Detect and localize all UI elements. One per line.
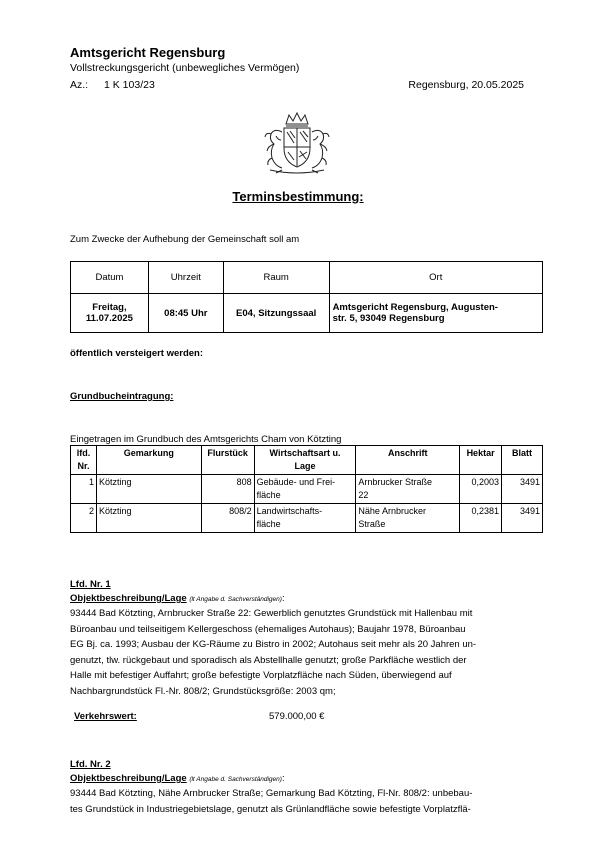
lot-1-description: 93444 Bad Kötzting, Arnbrucker Straße 22: Gewerblich genutztes Grundstück mit Hallenbau mit Büroanbau und teilseitigem Kellergeschoss (ehemaliges Autohaus); Baujahr 1978, Büroanbau EG Bj. ca. 1993; Ausbau der KG-Räume zu Bistro in 2002; Autohaus seit mehr als 20 Jahren un- genutzt, tlw. rückgebaut und sporadisch als Abstellhalle genutzt; große Parkfläche westlich der Halle mit befestiger Auffahrt; große befestigte Vorplatzfläche nach Süden, überwiegend auf Nachbargrundstück Fl.-Nr. 808/2; Grundstücksgröße: 2003 qm; bbox=[70, 608, 477, 697]
document-title: Terminsbestimmung: bbox=[232, 189, 364, 204]
appointment-table bbox=[70, 261, 543, 333]
lot-2-description-label: Objektbeschreibung/Lage (lt Angabe d. Sachverständigen): bbox=[70, 773, 285, 784]
land-register-title: Grundbucheintragung: bbox=[70, 391, 174, 402]
appointment-row bbox=[71, 294, 543, 333]
header-uhrzeit: Uhrzeit bbox=[148, 262, 223, 294]
lot-1-market-value-label: Verkehrswert: bbox=[74, 711, 137, 722]
court-department: Vollstreckungsgericht (unbewegliches Vermögen) bbox=[70, 62, 300, 74]
court-name: Amtsgericht Regensburg bbox=[70, 45, 226, 60]
appointment-time: 08:45 Uhr bbox=[148, 294, 223, 333]
cell-blatt: 3491 bbox=[502, 504, 543, 533]
lot-2-description: 93444 Bad Kötzting, Nähe Arnbrucker Straße; Gemarkung Bad Kötzting, Fl-Nr. 808/2: unbebau- tes Grundstück in Industriegebietslage, genutzt als Grünlandfläche sowie befestigte Vorplatzflä- bbox=[70, 788, 473, 815]
appointment-date: Freitag, 11.07.2025 bbox=[71, 294, 149, 333]
land-register-table bbox=[70, 445, 543, 533]
header-lfd-nr: lfd. Nr. bbox=[71, 446, 97, 475]
place-date: Regensburg, 20.05.2025 bbox=[408, 79, 524, 91]
cell-anschrift: Arnbrucker Straße 22 bbox=[356, 475, 460, 504]
lot-2-title: Lfd. Nr. 2 bbox=[70, 759, 111, 770]
header-ort: Ort bbox=[329, 262, 542, 294]
cell-anschrift: Nähe Arnbrucker Straße bbox=[356, 504, 460, 533]
intro-text: Zum Zwecke der Aufhebung der Gemeinschaft soll am bbox=[70, 234, 300, 245]
lot-1-title: Lfd. Nr. 1 bbox=[70, 579, 111, 590]
cell-nr: 2 bbox=[71, 504, 97, 533]
cell-flurstueck: 808/2 bbox=[201, 504, 254, 533]
cell-wirtschaftsart: Landwirtschafts- fläche bbox=[254, 504, 356, 533]
cell-hektar: 0,2381 bbox=[460, 504, 502, 533]
cell-flurstueck: 808 bbox=[201, 475, 254, 504]
cell-wirtschaftsart: Gebäude- und Frei- fläche bbox=[254, 475, 356, 504]
lot-1-description-label: Objektbeschreibung/Lage (lt Angabe d. Sachverständigen): bbox=[70, 593, 285, 604]
header-gemarkung: Gemarkung bbox=[96, 446, 201, 475]
cell-gemarkung: Kötzting bbox=[96, 504, 201, 533]
table-row bbox=[71, 475, 543, 504]
file-number: 1 K 103/23 bbox=[104, 79, 155, 91]
bavarian-coat-of-arms-icon bbox=[262, 110, 332, 178]
header-anschrift: Anschrift bbox=[356, 446, 460, 475]
auction-statement: öffentlich versteigert werden: bbox=[70, 348, 204, 359]
cell-blatt: 3491 bbox=[502, 475, 543, 504]
header-flurstueck: Flurstück bbox=[201, 446, 254, 475]
land-register-header-row bbox=[71, 446, 543, 475]
header-blatt: Blatt bbox=[502, 446, 543, 475]
cell-gemarkung: Kötzting bbox=[96, 475, 201, 504]
table-row bbox=[71, 504, 543, 533]
header-datum: Datum bbox=[71, 262, 149, 294]
cell-nr: 1 bbox=[71, 475, 97, 504]
appointment-location: Amtsgericht Regensburg, Augusten- str. 5, 93049 Regensburg bbox=[329, 294, 542, 333]
header-hektar: Hektar bbox=[460, 446, 502, 475]
lot-1-market-value: 579.000,00 € bbox=[269, 711, 325, 722]
land-register-intro: Eingetragen im Grundbuch des Amtsgerichts Cham von Kötzting bbox=[70, 434, 342, 445]
file-number-label: Az.: bbox=[70, 79, 89, 91]
cell-hektar: 0,2003 bbox=[460, 475, 502, 504]
header-wirtschaftsart: Wirtschaftsart u. Lage bbox=[254, 446, 356, 475]
header-raum: Raum bbox=[223, 262, 329, 294]
appointment-header-row bbox=[71, 262, 543, 294]
appointment-room: E04, Sitzungssaal bbox=[223, 294, 329, 333]
